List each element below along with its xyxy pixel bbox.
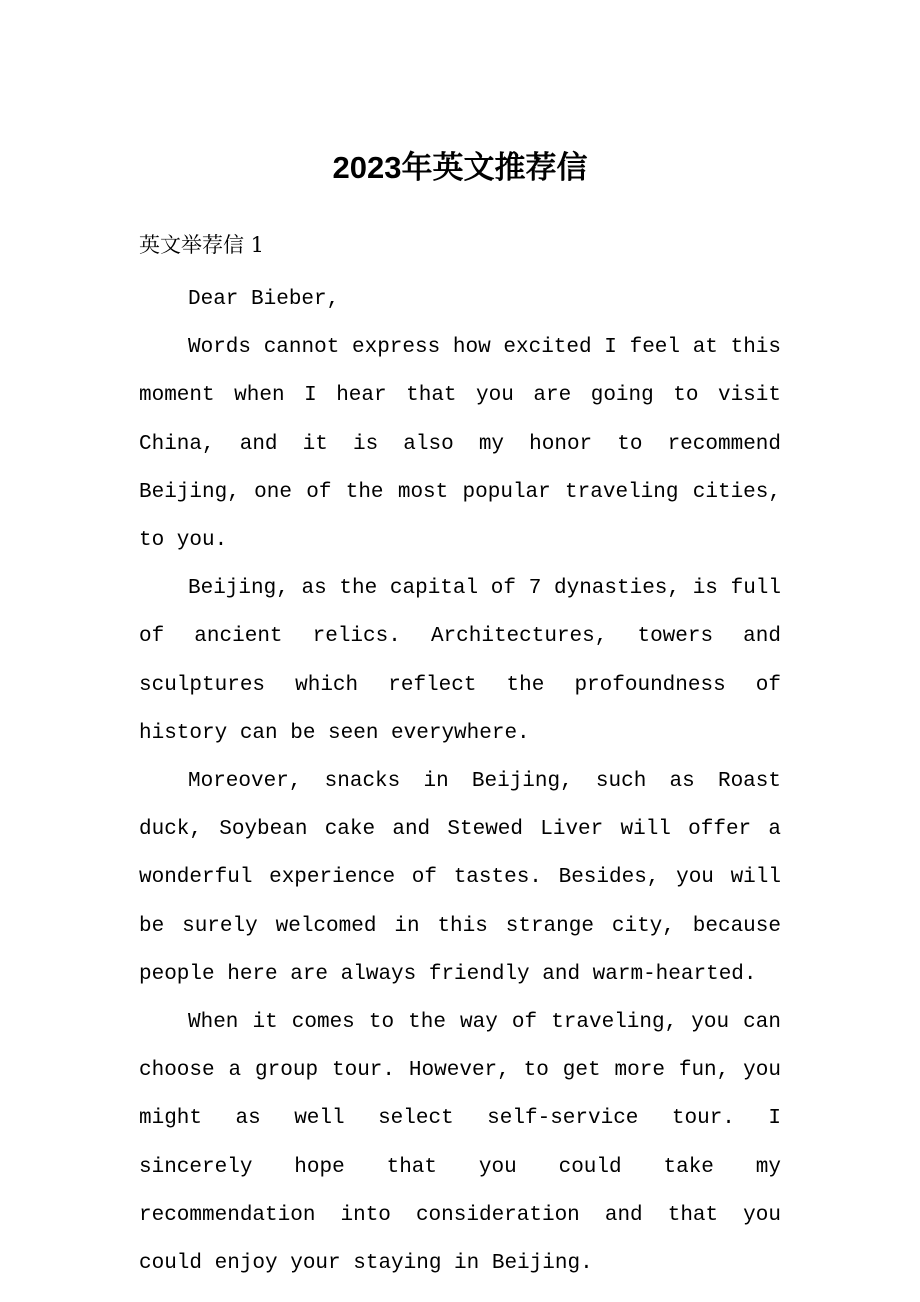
letter-salutation: Dear Bieber,: [188, 288, 340, 311]
page-title: 2023年英文推荐信: [332, 150, 588, 185]
letter-paragraph: Words cannot express how excited I feel at this moment when I hear that you are going to visit China, and it is also my honor to recommend Beijing, one of the most popular traveling cities, to you.: [139, 336, 781, 553]
letter-paragraph: Moreover, snacks in Beijing, such as Roast duck, Soybean cake and Stewed Liver will offer a wonderful experience of tastes. Besides, you will be surely welcomed in this strange city, because people here are always friendly and warm-hearted.: [139, 770, 781, 986]
letter-body: [139, 276, 781, 1288]
section-heading: 英文举荐信 1: [139, 233, 265, 257]
letter-paragraph: When it comes to the way of traveling, you can choose a group tour. However, to get more fun, you might as well select self-service tour. I sincerely hope that you could take my recommendation into consideration and that you could enjoy your staying in Beijing.: [139, 1011, 781, 1276]
letter-paragraph: Beijing, as the capital of 7 dynasties, is full of ancient relics. Architectures, towers and sculptures which reflect the profoundness of history can be seen everywhere.: [139, 577, 781, 745]
